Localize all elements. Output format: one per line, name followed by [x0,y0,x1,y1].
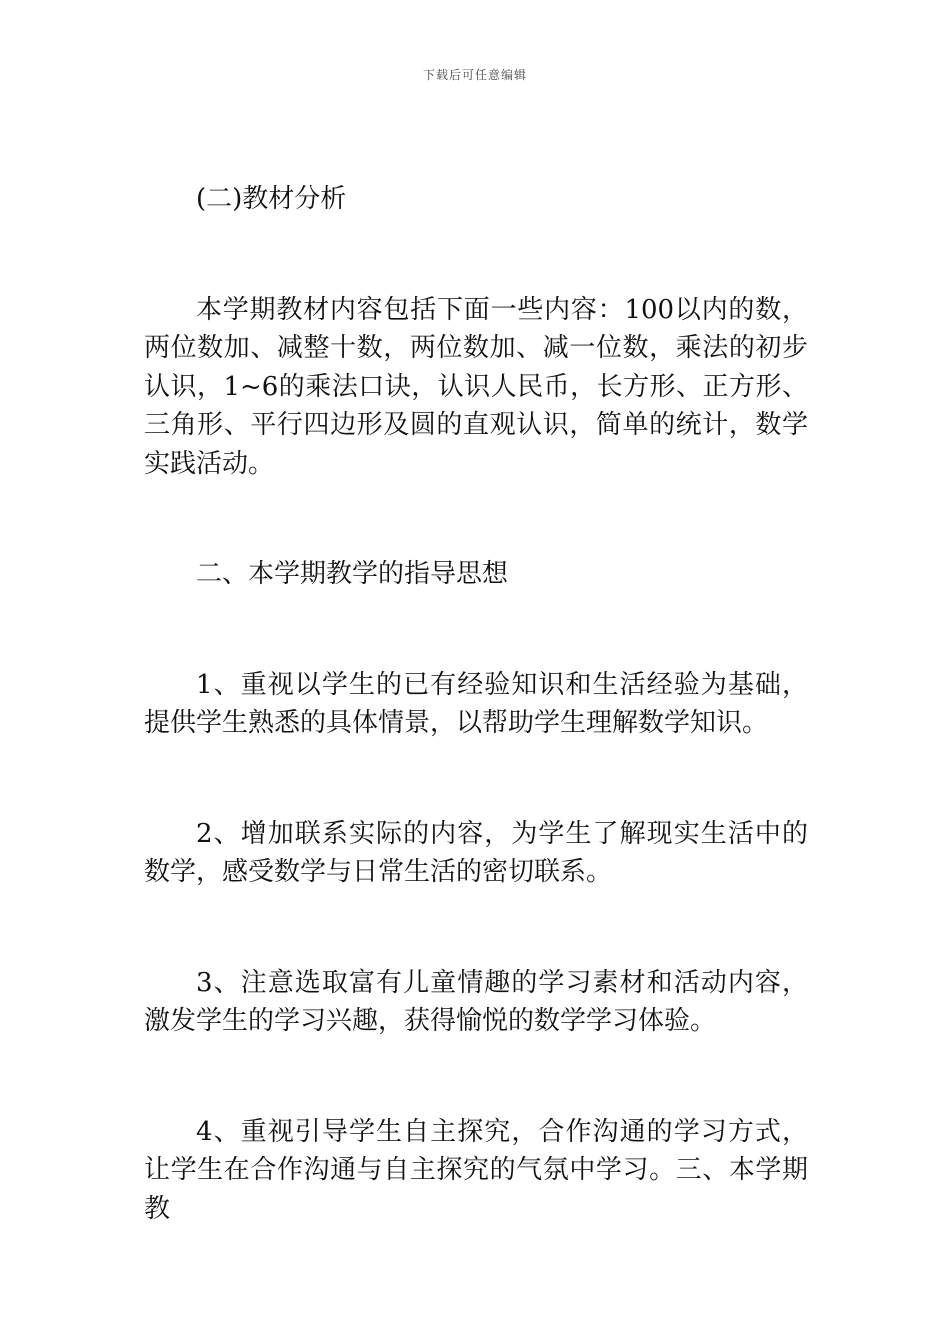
guiding-heading: 二、本学期教学的指导思想 [196,559,509,589]
page-header: 下载后可任意编辑 [422,68,527,82]
point-4-paragraph: 4、重视引导学生自主探究，合作沟通的学习方式，让学生在合作沟通与自主探究的气氛中学习。三、本学期教 [144,1116,808,1224]
point-1-paragraph: 1、重视以学生的已有经验知识和生活经验为基础，提供学生熟悉的具体情景，以帮助学生理解数学知识。 [144,669,808,738]
point-2-paragraph: 2、增加联系实际的内容，为学生了解现实生活中的数学，感受数学与日常生活的密切联系。 [144,818,808,887]
section-title: (二)教材分析 [196,184,347,214]
document-body [144,180,808,1300]
point-3-paragraph: 3、注意选取富有儿童情趣的学习素材和活动内容，激发学生的学习兴趣，获得愉悦的数学学习体验。 [144,967,808,1036]
materials-paragraph: 本学期教材内容包括下面一些内容：100以内的数，两位数加、减整十数，两位数加、减一位数，乘法的初步认识，1~6的乘法口诀，认识人民币，长方形、正方形、三角形、平行四边形及圆的直观认识，简单的统计，数学实践活动。 [144,294,808,479]
